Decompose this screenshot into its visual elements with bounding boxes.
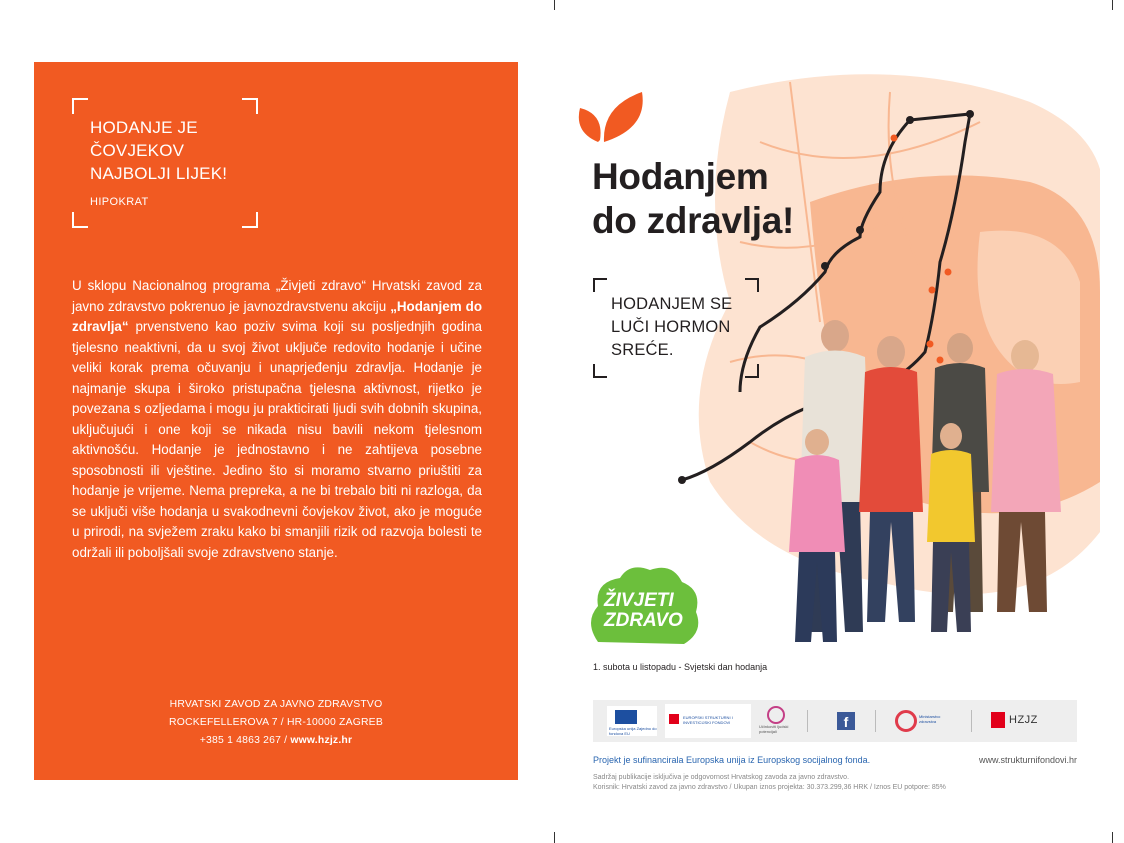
logo-line: ZDRAVO [604,610,683,631]
disclaimer-line: Sadržaj publikacije isključiva je odgovornost Hrvatskog zavoda za javno zdravstvo. [593,774,850,781]
quote-author: HIPOKRAT [90,196,149,208]
eu-flag-icon [615,710,637,724]
flower-icon [767,706,785,724]
right-panel [560,62,1100,802]
disclaimer-line: Korisnik: Hrvatski zavod za javno zdravstvo / Ukupan iznos projekta: 30.373.299,36 HRK / Iznos EU potpore: 85% [593,784,946,791]
disclaimer [593,773,1077,793]
esif-label: EUROPSKI STRUKTURNI I INVESTICIJSKI FONDOVI [683,715,733,725]
bracket-corner [593,278,607,292]
divider [807,710,808,732]
family-photo [775,312,1095,672]
route-point [906,116,914,124]
zivjeti-zdravo-logo [584,562,702,652]
route-point [856,226,864,234]
address-block [34,696,518,750]
quote-box [72,98,258,228]
structural-funds-link[interactable]: www.strukturnifondovi.hr [978,755,1077,765]
divider [971,710,972,732]
contact-line [34,732,518,750]
divider [875,710,876,732]
crop-mark [554,0,555,10]
phone-number: +385 1 4863 267 / [199,735,291,746]
eu-logo [607,706,657,736]
project-funding: Projekt je sufinancirala Europska unija iz Europskog socijalnog fonda. [593,755,871,765]
hzjz-icon [991,712,1005,728]
headline [592,155,794,243]
esif-logo [665,704,751,738]
route-point [929,287,936,294]
body-text-part: prvenstveno kao poziv svima koji su posljednjih godina tjelesno neaktivni, da u svoj život uključe redovito hodanje i učine veliki korak prema očuvanju i unaprjeđenju zdravlja. Hodanje je najmanje skupa i široko pristupačna tjelesna aktivnost, rijetko je povezana s ozljedama i mogu ju prakticirati ljudi svih dobnih skupina, uključujući i one koji se nikada nisu bavili nekom tjelesnom aktivnošću. Hodanje je jednostavno i ne zahtijeva posebne sposobnosti ili vještine. Jedino što si moramo stvarno priuštiti za hodanje je vrijeme. Nema prepreka, a ne bi trebalo biti ni razloga, da se uključi više hodanja u svakodnevni čovjekov život, ako je moguće u prirodi, na svježem zraku kako bi smanjili rizik od razvoja bolesti te održali ili poboljšali svoje zdravstveno stanje. [72,319,482,560]
hzjz-logo [991,710,1061,732]
institution-name: HRVATSKI ZAVOD ZA JAVNO ZDRAVSTVO [169,699,383,710]
event-note: 1. subota u listopadu - Svjetski dan hodanja [593,662,768,672]
campaign-name: „Hodanjem do zdravlja“ [72,298,482,334]
body-paragraph [72,276,482,563]
bracket-corner [242,212,258,228]
route-point [891,135,898,142]
route-point [821,262,829,270]
bracket-corner [745,364,759,378]
body-text-part: U sklopu Nacionalnog programa „Živjeti zdravo“ Hrvatski zavod za javno zdravstvo pokrenuo je javnozdravstvenu akciju [72,278,482,314]
street-address: ROCKEFELLEROVA 7 / HR-10000 ZAGREB [169,717,383,728]
bracket-corner [72,98,88,114]
hormon-text: HODANJEM SE LUČI HORMON SREĆE. [611,295,733,359]
logo-bar [593,700,1077,742]
route-point [945,269,952,276]
bracket-corner [242,98,258,114]
ljudski-potencijali-logo [759,706,795,736]
leaf-icon [579,108,601,142]
headline-line: Hodanjem [592,156,769,197]
hormon-box [593,278,759,378]
person-silhouette [991,340,1061,612]
bracket-corner [593,364,607,378]
route-point [966,110,974,118]
crop-mark [1112,0,1113,10]
left-panel [34,62,518,780]
leaf-icon [604,92,643,142]
bracket-corner [72,212,88,228]
ministry-label: Ministarstvo zdravstva [919,714,941,724]
website-link[interactable]: www.hzjz.hr [290,735,353,746]
eu-label: Europska unija Zajedno do fondova EU [609,726,657,736]
facebook-icon[interactable]: f [837,712,855,730]
esif-icon [669,714,679,724]
ministry-logo [895,708,955,734]
crop-mark [1112,832,1113,843]
logo-line: ŽIVJETI [604,590,674,611]
ljudski-label: Učinkoviti ljudski potencijali [759,724,789,734]
headline-line: do zdravlja! [592,200,794,241]
bracket-corner [745,278,759,292]
crop-mark [554,832,555,843]
hzjz-label: HZJZ [1009,714,1038,726]
route-point [678,476,686,484]
person-silhouette [859,336,923,622]
quote-text: HODANJE JE ČOVJEKOV NAJBOLJI LIJEK! [90,118,228,183]
heart-icon [895,710,917,732]
